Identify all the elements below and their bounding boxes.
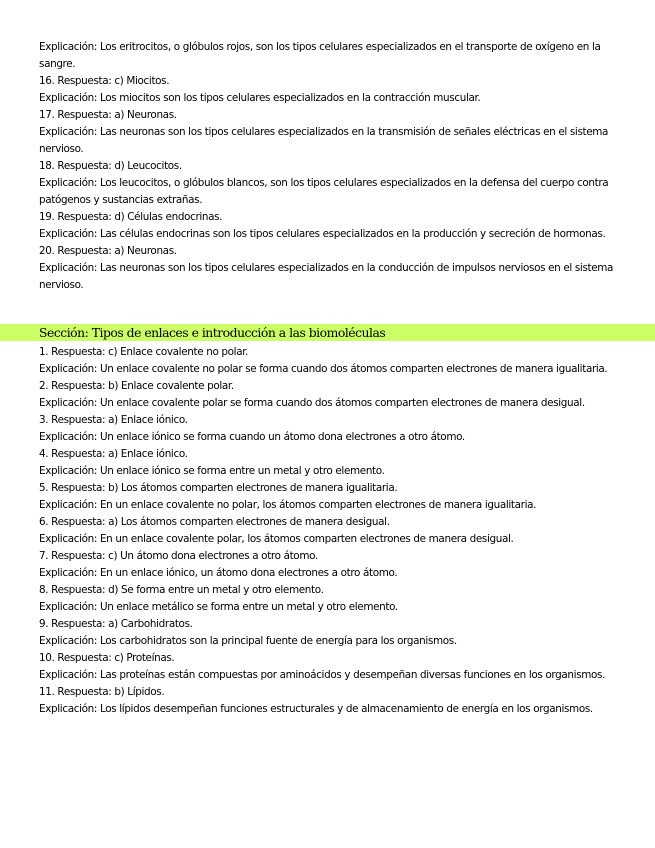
- section-heading: [0, 324, 655, 341]
- explanation-text: Explicación: Las neuronas son los tipos celulares especializados en la conducción de impulsos nerviosos en el sistema nervioso.: [39, 262, 614, 291]
- explanation-text: Explicación: En un enlace covalente no polar, los átomos comparten electrones de manera igualitaria.: [39, 499, 537, 511]
- explanation-text: Explicación: Las neuronas son los tipos celulares especializados en la transmisión de señales eléctricas en el sistema nervioso.: [39, 126, 609, 155]
- answer-line: 19. Respuesta: d) Células endocrinas.: [39, 211, 223, 223]
- answer-line: 5. Respuesta: b) Los átomos comparten electrones de manera igualitaria.: [39, 482, 398, 494]
- explanation-text: Explicación: Las células endocrinas son los tipos celulares especializados en la producción y secreción de hormonas.: [39, 228, 606, 240]
- explanation-text: Explicación: Las proteínas están compuestas por aminoácidos y desempeñan diversas funciones en los organismos.: [39, 669, 606, 681]
- explanation-text: Explicación: Los carbohidratos son la principal fuente de energía para los organismos.: [39, 635, 457, 647]
- answer-line: 8. Respuesta: d) Se forma entre un metal y otro elemento.: [39, 584, 324, 596]
- explanation-text: Explicación: Un enlace metálico se forma entre un metal y otro elemento.: [39, 601, 398, 613]
- explanation-text: Explicación: Un enlace iónico se forma entre un metal y otro elemento.: [39, 465, 385, 477]
- explanation-text: Explicación: En un enlace iónico, un átomo dona electrones a otro átomo.: [39, 567, 398, 579]
- explanation-text: Explicación: Un enlace covalente polar se forma cuando dos átomos comparten electrones de manera desigual.: [39, 397, 585, 409]
- explanation-text: Explicación: Los eritrocitos, o glóbulos rojos, son los tipos celulares especializados en el transporte de oxígeno en la sangre.: [39, 41, 601, 70]
- answer-line: 20. Respuesta: a) Neuronas.: [39, 245, 177, 257]
- section-title: Sección: Tipos de enlaces e introducción a las biomoléculas: [39, 325, 386, 340]
- explanation-text: Explicación: En un enlace covalente polar, los átomos comparten electrones de manera desigual.: [39, 533, 514, 545]
- explanation-text: Explicación: Los lípidos desempeñan funciones estructurales y de almacenamiento de energía en los organismos.: [39, 703, 593, 715]
- answer-line: 1. Respuesta: c) Enlace covalente no polar.: [39, 346, 249, 358]
- answer-line: 10. Respuesta: c) Proteínas.: [39, 652, 175, 664]
- answer-line: 3. Respuesta: a) Enlace iónico.: [39, 414, 188, 426]
- answer-line: 7. Respuesta: c) Un átomo dona electrones a otro átomo.: [39, 550, 318, 562]
- answer-line: 6. Respuesta: a) Los átomos comparten electrones de manera desigual.: [39, 516, 390, 528]
- explanation-text: Explicación: Los miocitos son los tipos celulares especializados en la contracción muscular.: [39, 92, 481, 104]
- explanation-text: Explicación: Un enlace covalente no polar se forma cuando dos átomos comparten electrones de manera igualitaria.: [39, 363, 608, 375]
- answer-line: 18. Respuesta: d) Leucocitos.: [39, 160, 182, 172]
- section-answers: [39, 344, 619, 718]
- answer-line: 2. Respuesta: b) Enlace covalente polar.: [39, 380, 234, 392]
- explanation-text: Explicación: Un enlace iónico se forma cuando un átomo dona electrones a otro átomo.: [39, 431, 465, 443]
- answer-line: 9. Respuesta: a) Carbohidratos.: [39, 618, 193, 630]
- previous-section-answers: [39, 39, 619, 294]
- answer-line: 17. Respuesta: a) Neuronas.: [39, 109, 177, 121]
- answer-line: 16. Respuesta: c) Miocitos.: [39, 75, 170, 87]
- answer-line: 11. Respuesta: b) Lípidos.: [39, 686, 165, 698]
- answer-line: 4. Respuesta: a) Enlace iónico.: [39, 448, 188, 460]
- explanation-text: Explicación: Los leucocitos, o glóbulos blancos, son los tipos celulares especializados en la defensa del cuerpo contra patógenos y sustancias extrañas.: [39, 177, 609, 206]
